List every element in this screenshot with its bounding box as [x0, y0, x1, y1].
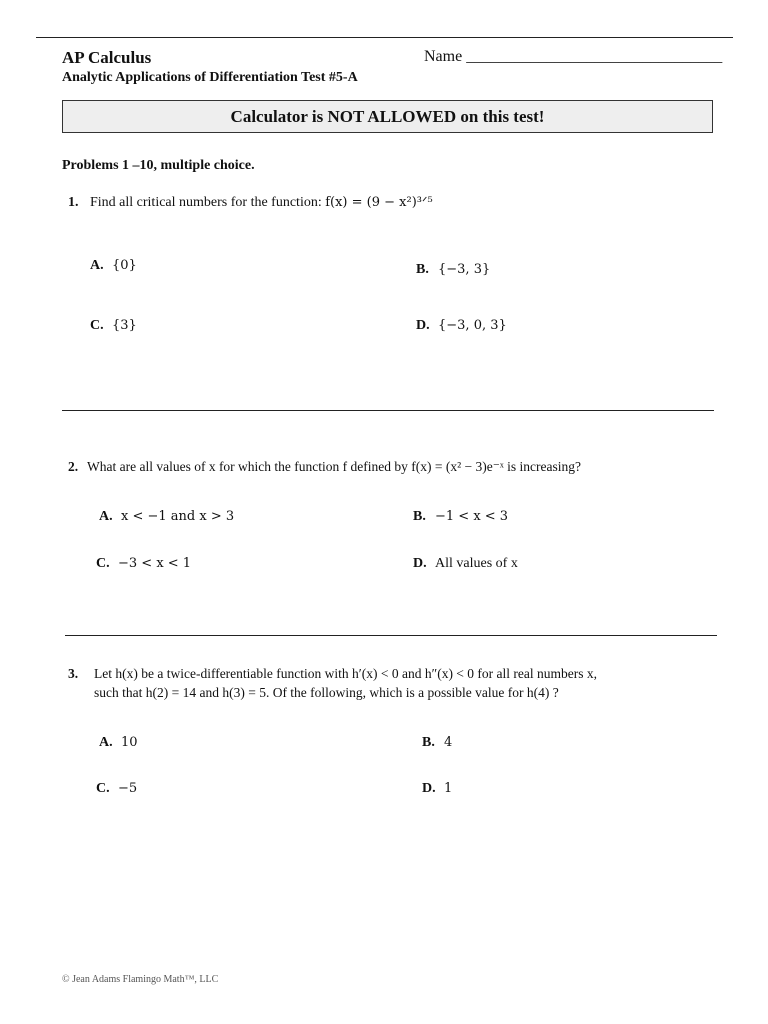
- option-3b[interactable]: [422, 735, 452, 751]
- question-line-2: [68, 683, 597, 702]
- question-text-1: Let h(x) be a twice-differentiable function with h′(x) < 0 and h″(x) < 0 for all real numbers x,: [94, 666, 598, 681]
- option-letter: B.: [416, 262, 429, 277]
- option-letter: A.: [99, 735, 113, 750]
- question-1: [68, 193, 433, 212]
- option-1c[interactable]: [90, 318, 137, 334]
- question-3: [68, 664, 597, 702]
- option-letter: B.: [413, 509, 426, 524]
- question-number: 1.: [68, 195, 79, 210]
- option-3a[interactable]: [99, 735, 138, 751]
- option-value: −1 < x < 3: [435, 509, 509, 524]
- option-1d[interactable]: [416, 318, 507, 334]
- option-letter: C.: [96, 556, 110, 571]
- option-value: 1: [444, 781, 453, 796]
- divider: [65, 635, 717, 636]
- option-value: −5: [118, 781, 138, 796]
- option-1b[interactable]: [416, 262, 490, 278]
- option-letter: D.: [422, 781, 436, 796]
- option-value: All values of x: [435, 556, 518, 571]
- question-text: Find all critical numbers for the function:: [90, 195, 326, 210]
- top-rule: [36, 37, 733, 38]
- option-letter: B.: [422, 735, 435, 750]
- option-2a[interactable]: [99, 509, 234, 525]
- option-value: {0}: [112, 258, 137, 273]
- option-letter: D.: [416, 318, 430, 333]
- question-line-1: [68, 664, 597, 683]
- name-label: Name: [424, 48, 463, 65]
- name-blank: ________________________________: [466, 48, 723, 65]
- question-text: What are all values of x for which the function f defined by f(x) = (x² − 3)e⁻ˣ is increasing?: [87, 459, 582, 474]
- option-2b[interactable]: [413, 509, 508, 525]
- calculator-banner: Calculator is NOT ALLOWED on this test!: [62, 100, 713, 133]
- question-text-2: such that h(2) = 14 and h(3) = 5. Of the following, which is a possible value for h(4) ?: [94, 685, 559, 700]
- option-value: x < −1 and x > 3: [121, 509, 235, 524]
- question-math: f(x) = (9 − x²)³ᐟ⁵: [325, 195, 433, 210]
- option-letter: D.: [413, 556, 427, 571]
- option-letter: A.: [90, 258, 104, 273]
- option-3c[interactable]: [96, 781, 137, 797]
- copyright-footer: © Jean Adams Flamingo Math™, LLC: [62, 974, 219, 985]
- test-title: Analytic Applications of Differentiation Test #5-A: [62, 70, 358, 85]
- option-value: {3}: [112, 318, 137, 333]
- question-2: [68, 457, 581, 476]
- option-letter: A.: [99, 509, 113, 524]
- option-letter: C.: [96, 781, 110, 796]
- option-value: {−3, 0, 3}: [438, 318, 507, 333]
- course-title: AP Calculus: [62, 48, 152, 67]
- question-number: 2.: [68, 459, 79, 474]
- option-3d[interactable]: [422, 781, 452, 797]
- option-value: 4: [444, 735, 453, 750]
- divider: [62, 410, 714, 411]
- option-value: −3 < x < 1: [118, 556, 192, 571]
- option-value: 10: [121, 735, 138, 750]
- option-2c[interactable]: [96, 556, 191, 572]
- option-2d[interactable]: [413, 556, 518, 572]
- name-field[interactable]: [424, 48, 722, 66]
- option-letter: C.: [90, 318, 104, 333]
- option-1a[interactable]: [90, 258, 137, 274]
- option-value: {−3, 3}: [438, 262, 491, 277]
- question-number: 3.: [68, 666, 79, 681]
- instructions: Problems 1 –10, multiple choice.: [62, 158, 255, 173]
